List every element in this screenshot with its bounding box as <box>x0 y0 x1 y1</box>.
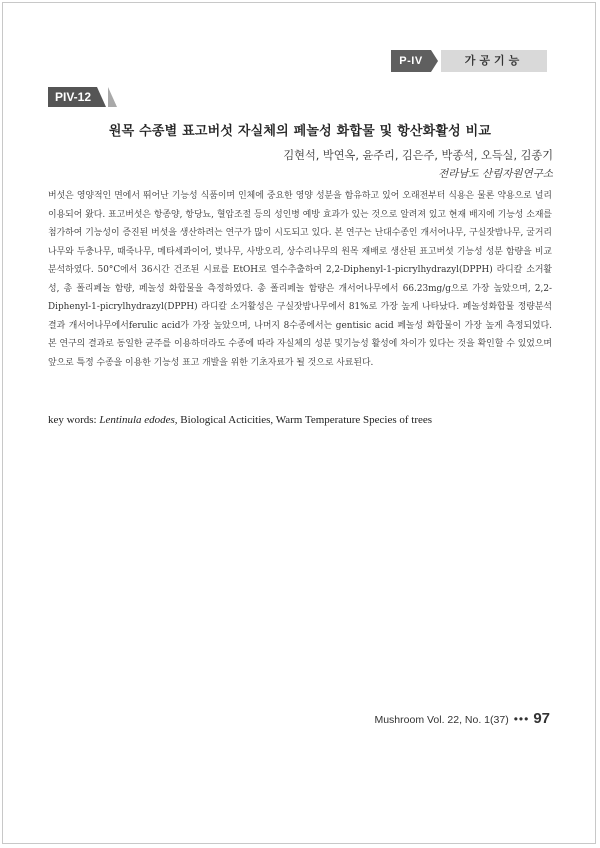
page-footer <box>374 710 550 727</box>
keywords-rest: Biological Acticities, Warm Temperature Species of trees <box>180 414 433 426</box>
keywords-label: key words: <box>48 414 97 426</box>
footer-dots: ••• <box>513 712 530 726</box>
paper-title: 원목 수종별 표고버섯 자실체의 페놀성 화합물 및 항산화활성 비교 <box>108 124 492 139</box>
badge-slash-decoration-light <box>108 87 117 107</box>
session-badge <box>48 87 117 107</box>
keywords-species: Lentinula edodes, <box>99 414 178 426</box>
journal-citation: Mushroom Vol. 22, No. 1(37) <box>374 714 509 726</box>
section-code: P-IV <box>391 50 431 72</box>
section-name: 가공기능 <box>441 50 547 72</box>
affiliation: 전라남도 산림자원연구소 <box>438 168 553 180</box>
badge-slash-decoration <box>97 87 106 107</box>
session-badge-label: PIV-12 <box>48 87 97 107</box>
section-tab <box>391 50 547 72</box>
keywords <box>48 414 558 426</box>
abstract-text: 버섯은 영양적인 면에서 뛰어난 기능성 식품이며 인체에 중요한 영양 성분을 함유하고 있어 오래전부터 식용은 물론 약용으로 널리 이용되어 왔다. 표고버섯은 항종양, 항당뇨, 혈압조절 등의 성인병 예방 효과가 있는 것으로 알려져 있고 현재 배지에 기능성 소재를 첨가하여 기능성이 증진된 버섯을 생산하려는 연구가 많이 시도되고 있다. 본 연구는 난대수종인 개서어나무, 구실잣밤나무, 굴거리나무와 두충나무, 때죽나무, 메타세콰이어, 벚나무, 사방오리, 상수리나무의 원목 재배로 생산된 표고버섯 기능성 성분 함량을 비교분석하였다. 50°C에서 36시간 건조된 시료를 EtOH로 열수추출하여 2,2-Diphenyl-1-picrylhydrazyl(DPPH) 라디칼 소거활성, 총 폴리페놀 함량, 페놀성 화합물을 측정하였다. 총 폴리페놀 함량은 개서어나무에서 66.23mg/g으로 가장 높았으며, 2,2-Diphenyl-1-picrylhydrazyl(DPPH) 라디칼 소거활성은 구실잣밤나무에서 81%로 가장 높게 나타났다. 페놀성화합물 정량분석 결과 개서어나무에서ferulic acid가 가장 높았으며, 나머지 8수종에서는 gentisic acid 페놀성 화합물이 가장 높게 측정되었다. 본 연구의 결과로 동일한 균주를 이용하더라도 수종에 따라 자실체의 성분 및기능성 활성에 차이가 있다는 것을 확인할 수 있었으며 앞으로 특정 수종을 이용한 기능성 표고 개발을 위한 기초자료가 될 것으로 사료된다. <box>48 191 552 368</box>
author-list: 김현석, 박연옥, 윤주리, 김은주, 박종석, 오득실, 김종기 <box>283 149 553 162</box>
page-number: 97 <box>533 710 550 727</box>
